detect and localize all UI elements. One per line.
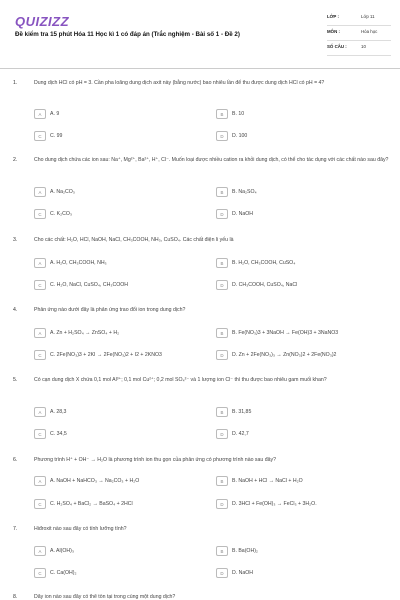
option-key: C [34, 429, 46, 439]
option-key: D [216, 429, 228, 439]
option-text: D. 100 [232, 133, 248, 139]
question-number: 7. [13, 526, 18, 532]
meta-count-row [327, 42, 391, 56]
option-text: D. Zn + 2Fe(NO₃)₃ → Zn(NO₃)2 + 2Fe(NO₃)2 [232, 352, 337, 358]
option-a[interactable] [34, 328, 204, 340]
option-d[interactable] [216, 209, 386, 221]
option-key: C [34, 280, 46, 290]
meta-count-value: 10 [361, 44, 366, 49]
option-d[interactable] [216, 280, 386, 292]
option-b[interactable] [216, 258, 386, 270]
option-text: D. 3HCl + Fe(OH)₃ → FeCl₃ + 3H₂O. [232, 501, 317, 507]
option-text: D. NaOH [232, 211, 254, 217]
question-text: Hiđroxit nào sau đây có tính lưỡng tính? [34, 526, 127, 532]
option-text: B. Na₂SO₄ [232, 189, 257, 195]
header-divider [0, 68, 400, 69]
option-key: A [34, 258, 46, 268]
question-4 [13, 307, 393, 365]
option-text: A. H₂O, CH₃COOH, NH₃ [50, 260, 107, 266]
option-c[interactable] [34, 499, 204, 511]
option-text: C. 34,5 [50, 431, 67, 437]
option-key: C [34, 131, 46, 141]
option-key: C [34, 350, 46, 360]
question-text: Dãy ion nào sau đây có thể tồn tại trong cùng một dung dịch? [34, 594, 176, 600]
option-d[interactable] [216, 350, 386, 362]
option-text: B. NaOH + HCl → NaCl + H₂O [232, 478, 303, 484]
question-text: Có cạn dung dịch X chứa 0,1 mol Al³⁺; 0,1 mol Cu²⁺; 0,2 mol SO₄²⁻ và 1 lượng ion Cl⁻ thì thu được bao nhiêu gam muối khan? [34, 377, 327, 383]
meta-subject-value: Hóa học [361, 29, 378, 34]
option-text: B. Fe(NO₃)3 + 3NaOH → Fe(OH)3 + 3NaNO3 [232, 330, 339, 336]
option-key: C [34, 568, 46, 578]
option-b[interactable] [216, 187, 386, 199]
option-text: C. 99 [50, 133, 63, 139]
page-header [0, 0, 400, 62]
option-text: A. NaOH + NaHCO₃ → Na₂CO₃ + H₂O [50, 478, 140, 484]
question-number: 1. [13, 80, 18, 86]
option-key: B [216, 476, 228, 486]
question-number: 3. [13, 237, 18, 243]
option-c[interactable] [34, 429, 204, 441]
option-b[interactable] [216, 109, 386, 121]
option-a[interactable] [34, 258, 204, 270]
option-key: A [34, 109, 46, 119]
option-key: B [216, 546, 228, 556]
option-a[interactable] [34, 187, 204, 199]
option-key: A [34, 187, 46, 197]
question-text: Phản ứng nào dưới đây là phản ứng trao đổi ion trong dung dịch? [34, 307, 186, 313]
option-text: A. 9 [50, 111, 60, 117]
option-key: C [34, 499, 46, 509]
option-text: A. 28,3 [50, 409, 67, 415]
question-8 [13, 594, 393, 600]
option-text: C. K₂CO₃ [50, 211, 72, 217]
option-b[interactable] [216, 476, 386, 488]
question-text: Cho các chất: H₂O, HCl, NaOH, NaCl, CH₃COOH, NH₃, CuSO₄. Các chất điện li yếu là [34, 237, 234, 243]
option-key: B [216, 187, 228, 197]
option-text: C. H₂SO₄ + BaCl₂ → BaSO₄ + 2HCl [50, 501, 133, 507]
option-c[interactable] [34, 350, 204, 362]
option-key: B [216, 328, 228, 338]
option-key: C [34, 209, 46, 219]
meta-count-label: SỐ CÂU : [327, 44, 347, 49]
option-text: D. CH₃COOH, CuSO₄, NaCl [232, 282, 298, 288]
option-d[interactable] [216, 429, 386, 441]
option-d[interactable] [216, 131, 386, 143]
option-c[interactable] [34, 280, 204, 292]
option-key: A [34, 546, 46, 556]
option-key: D [216, 280, 228, 290]
option-d[interactable] [216, 568, 386, 580]
option-text: C. 2Fe(NO₃)3 + 2KI → 2Fe(NO₃)2 + I2 + 2KNO3 [50, 352, 162, 358]
option-text: C. H₂O, NaCl, CuSO₄, CH₃COOH [50, 282, 129, 288]
option-key: B [216, 109, 228, 119]
option-b[interactable] [216, 407, 386, 419]
question-6 [13, 457, 393, 513]
question-number: 4. [13, 307, 18, 313]
document-title: Đề kiểm tra 15 phút Hóa 11 Học kì 1 có đáp án (Trắc nghiệm - Bài số 1 - Đề 2) [15, 31, 240, 38]
option-key: B [216, 407, 228, 417]
question-number: 5. [13, 377, 18, 383]
option-key: D [216, 131, 228, 141]
question-3 [13, 237, 393, 293]
option-text: B. Ba(OH)₂ [232, 548, 258, 554]
option-text: D. 42,7 [232, 431, 249, 437]
meta-class-value: Lớp 11 [361, 14, 375, 19]
option-b[interactable] [216, 546, 386, 558]
option-c[interactable] [34, 209, 204, 221]
meta-class-label: LỚP : [327, 14, 339, 19]
question-1 [13, 80, 393, 144]
question-number: 2. [13, 157, 18, 163]
option-text: A. Zn + H₂SO₄ → ZnSO₄ + H₂ [50, 330, 120, 336]
option-key: D [216, 350, 228, 360]
option-text: B. 10 [232, 111, 245, 117]
option-a[interactable] [34, 476, 204, 488]
question-7 [13, 526, 393, 582]
option-key: A [34, 407, 46, 417]
question-text: Cho dung dịch chứa các ion sau: Na⁺, Mg²⁺, Ba²⁺, H⁺, Cl⁻. Muốn loại được nhiều cation ra khỏi dung dịch, có thể cho tác dụng với các chất nào sau đây? [34, 157, 389, 163]
option-d[interactable] [216, 499, 386, 511]
option-key: D [216, 209, 228, 219]
quizizz-logo: QUIZIZZ [15, 14, 70, 29]
question-5 [13, 377, 393, 443]
meta-class-row [327, 12, 391, 26]
meta-subject-row [327, 27, 391, 41]
meta-subject-label: MÔN : [327, 29, 340, 34]
option-key: A [34, 328, 46, 338]
option-text: B. 31,85 [232, 409, 252, 415]
option-key: D [216, 568, 228, 578]
question-number: 8. [13, 594, 18, 600]
option-key: D [216, 499, 228, 509]
option-a[interactable] [34, 407, 204, 419]
option-text: A. Al(OH)₃ [50, 548, 75, 554]
option-text: D. NaOH [232, 570, 254, 576]
option-c[interactable] [34, 568, 204, 580]
option-text: B. H₂O, CH₃COOH, CuSO₄ [232, 260, 296, 266]
option-text: A. Na₂CO₃ [50, 189, 75, 195]
option-key: B [216, 258, 228, 268]
option-key: A [34, 476, 46, 486]
option-c[interactable] [34, 131, 204, 143]
question-number: 6. [13, 457, 18, 463]
question-text: Phương trình H⁺ + OH⁻ → H₂O là phương trình ion thu gọn của phản ứng có phương trình nào sau đây? [34, 457, 276, 463]
option-a[interactable] [34, 546, 204, 558]
question-text: Dung dịch HCl có pH = 3. Cần pha loãng dung dịch axit này (bằng nước) bao nhiêu lần để thu được dung dịch HCl có pH = 4? [34, 80, 325, 86]
option-b[interactable] [216, 328, 386, 340]
option-text: C. Ca(OH)₂ [50, 570, 77, 576]
option-a[interactable] [34, 109, 204, 121]
question-2 [13, 157, 393, 223]
